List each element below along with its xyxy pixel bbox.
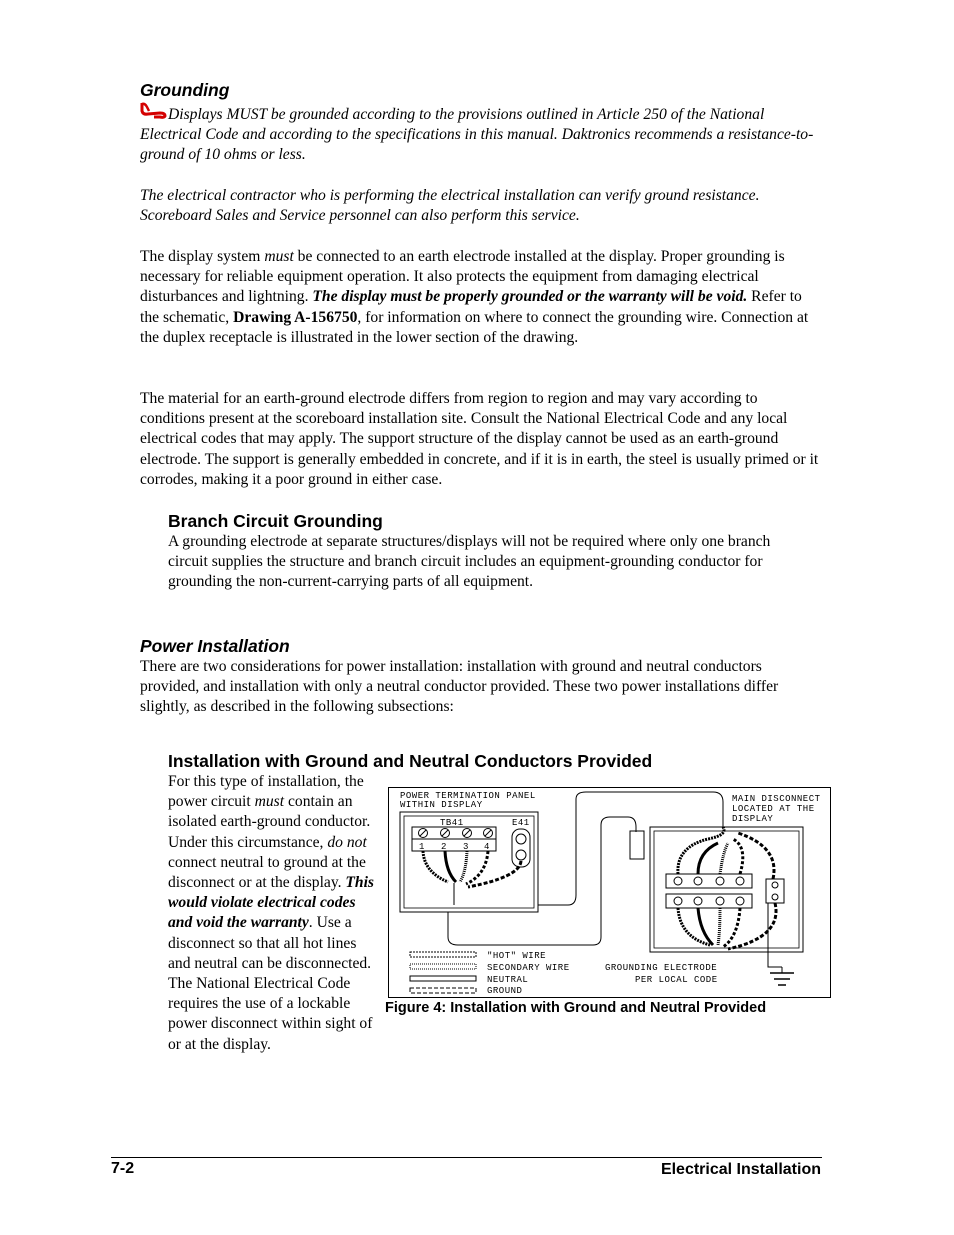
terminal-2-label: 2 (441, 842, 447, 852)
warranty-warning: The display must be properly grounded or the warranty will be void. (312, 288, 748, 306)
drawing-reference: Drawing A-156750 (233, 308, 358, 326)
warranty-warning: This would violate electrical codes and void the warranty (168, 874, 375, 932)
branch-circuit-paragraph: A grounding electrode at separate structures/displays will not be required where only one branch circuit supplies the structure and branch circuit includes an equipment-grounding conductor for grounding the non-current-carrying parts of all equipment. (168, 533, 771, 591)
panel-label-line-2: WITHIN DISPLAY (400, 800, 483, 810)
text-run: contain an isolated earth-ground conductor. Under this circumstance, (168, 793, 371, 851)
text-run: The display system (140, 248, 265, 265)
footer-rule (111, 1157, 822, 1158)
grounding-paragraph-4: The material for an earth-ground electrode differs from region to region and may vary according to conditions present at the scoreboard installation site. Consult the National Electrical Code and any local electrical codes that may apply. The support structure of the display cannot be used as an earth-ground electrode. The support is generally embedded in concrete, and if it is in earth, the steel is usually primed or it corrodes, making it a poor ground in either case. (140, 390, 819, 488)
panel-label-line-1: POWER TERMINATION PANEL (400, 791, 536, 801)
terminal-1-label: 1 (419, 842, 425, 852)
e41-label: E41 (512, 818, 530, 828)
electrode-label-1: GROUNDING ELECTRODE (605, 963, 718, 973)
text-run: be connected to an earth electrode installed at the display. Proper grounding is necessary for reliable equipment operation. It also protects the equipment from damaging electrical disturbances and lightning. (140, 248, 785, 306)
figure-caption: Figure 4: Installation with Ground and Neutral Provided (385, 1000, 767, 1016)
text-run-italic: must (264, 248, 294, 265)
text-run-italic: must (254, 793, 285, 811)
grounding-paragraph-3 (140, 247, 820, 348)
text-run: . Use a disconnect so that all hot lines and neutral can be disconnected. The National Electrical Code requires the use of a lockable power disconnect within sight of or at the display. (168, 914, 373, 1053)
wiring-diagram-svg (388, 787, 831, 998)
electrode-label-2: PER LOCAL CODE (635, 975, 718, 985)
power-installation-paragraph: There are two considerations for power installation: installation with ground and neutral conductors provided, and installation with only a neutral conductor provided. These two power installations differ slightly, as described in the following subsections: (140, 658, 779, 716)
main-disconnect-label-1: MAIN DISCONNECT (732, 794, 821, 804)
legend-hot-label: "HOT" WIRE (487, 951, 547, 961)
text-run: For this type of installation, the power circuit (168, 773, 364, 811)
section-heading-ground-neutral: Installation with Ground and Neutral Conductors Provided (168, 751, 653, 771)
section-heading-grounding: Grounding (140, 80, 230, 100)
terminal-4-label: 4 (484, 842, 490, 852)
text-run: Refer to the schematic, (140, 288, 802, 326)
legend-secondary-label: SECONDARY WIRE (487, 963, 570, 973)
main-disconnect-label-2: LOCATED AT THE (732, 804, 815, 814)
grounding-note-paragraph-2: The electrical contractor who is performing the electrical installation can verify ground resistance. Scoreboard Sales and Service personnel can also perform this service. (140, 187, 760, 225)
footer-section-title: Electrical Installation (660, 1161, 821, 1178)
text-run: , for information on where to connect the grounding wire. Connection at the duplex receptacle is illustrated in the lower section of the drawing. (140, 308, 809, 346)
text-run: connect neutral to ground at the disconnect or at the display. (168, 853, 366, 892)
section-heading-power-installation: Power Installation (140, 636, 290, 656)
page-number: 7-2 (111, 1160, 135, 1177)
section-heading-branch-circuit: Branch Circuit Grounding (168, 511, 383, 531)
terminal-3-label: 3 (463, 842, 469, 852)
tb41-label: TB41 (440, 818, 464, 828)
wiring-diagram-figure (388, 787, 831, 998)
grounding-note-paragraph-1: Displays MUST be grounded according to the provisions outlined in Article 250 of the National Electrical Code and according to the specifications in this manual. Daktronics recommends a resistance-to-ground of 10 ohms or less. (140, 106, 814, 164)
text-run-italic: do not (327, 833, 367, 851)
main-disconnect-label-3: DISPLAY (732, 814, 774, 824)
legend-neutral-label: NEUTRAL (487, 975, 529, 985)
legend-ground-label: GROUND (487, 986, 523, 996)
